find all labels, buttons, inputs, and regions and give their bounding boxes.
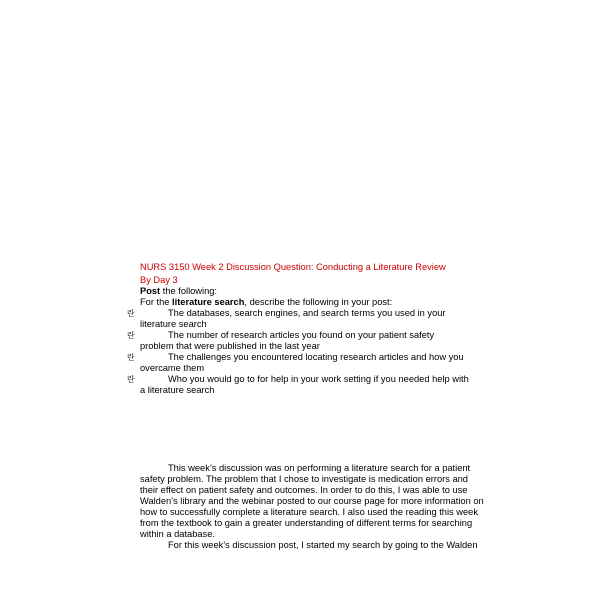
list-item-2-line1: The number of research articles you found on your patient safety xyxy=(168,330,435,340)
document-title: NURS 3150 Week 2 Discussion Question: Conducting a Literature Review xyxy=(140,262,446,272)
response-line: their effect on patient safety and outcomes. In order to do this, I was able to use xyxy=(140,485,468,495)
for-instruction xyxy=(140,297,392,308)
list-item-1-line1: The databases, search engines, and search terms you used in your xyxy=(168,308,446,318)
due-date: By Day 3 xyxy=(140,275,178,285)
response-line: from the textbook to gain a greater understanding of different terms for searching xyxy=(140,518,473,528)
for-bold: literature search xyxy=(172,297,245,307)
bullet-icon: 란 xyxy=(127,331,135,340)
response-line: how to successfully complete a literature search. I also used the reading this week xyxy=(140,507,478,517)
response-line: safety problem. The problem that I chose to investigate is medication errors and xyxy=(140,474,468,484)
for-post: , describe the following in your post: xyxy=(244,297,393,307)
bullet-icon: 란 xyxy=(127,309,135,318)
response-line: For this week’s discussion post, I started my search by going to the Walden xyxy=(168,540,478,550)
list-item-3-line1: The challenges you encountered locating research articles and how you xyxy=(168,352,464,362)
post-rest: the following: xyxy=(160,286,218,296)
list-item-4-line2: a literature search xyxy=(140,385,215,395)
post-bold: Post xyxy=(140,286,161,296)
response-line: Walden’s library and the webinar posted to our course page for more information on xyxy=(140,496,484,506)
post-instruction xyxy=(140,286,217,297)
list-item-4-line1: Who you would go to for help in your work setting if you needed help with xyxy=(168,374,469,384)
bullet-icon: 란 xyxy=(127,353,135,362)
for-pre: For the xyxy=(140,297,173,307)
list-item-3-line2: overcame them xyxy=(140,363,205,373)
bullet-icon: 란 xyxy=(127,375,135,384)
response-line: within a database. xyxy=(140,529,215,539)
response-line: This week’s discussion was on performing a literature search for a patient xyxy=(168,463,471,473)
list-item-1-line2: literature search xyxy=(140,319,207,329)
list-item-2-line2: problem that were published in the last year xyxy=(140,341,320,351)
